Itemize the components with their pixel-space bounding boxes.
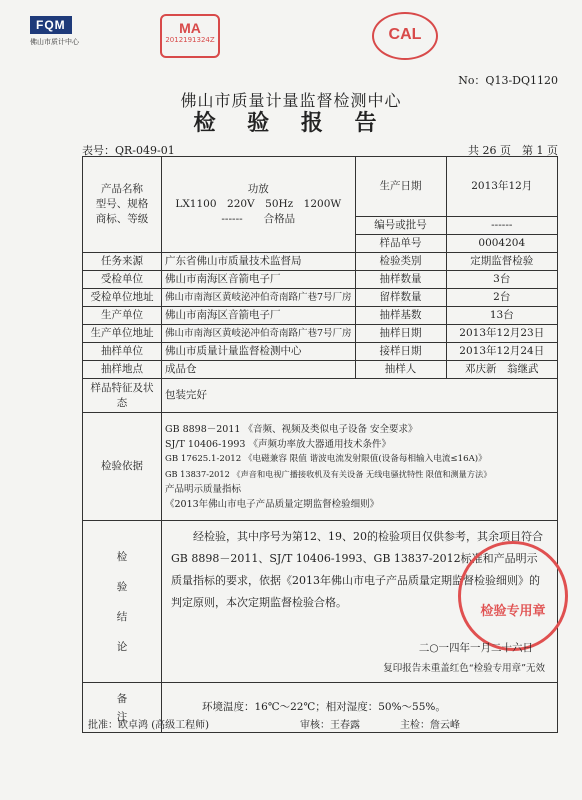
site-label: 抽样地点 (83, 361, 162, 379)
cal-seal-mark: CAL (388, 26, 422, 43)
cal-seal (372, 12, 438, 60)
cma-seal (160, 14, 220, 58)
product-brand: ------ 合格品 (221, 213, 296, 225)
report-number: No：Q13-DQ1120 (458, 74, 558, 87)
basis-cell (162, 413, 558, 521)
copy-note: 复印报告未重盖红色“检验专用章”无效 (383, 663, 545, 674)
maker-address-label: 生产单位地址 (83, 325, 162, 343)
task-source: 广东省佛山市质量技术监督局 (162, 253, 356, 271)
maker-label: 生产单位 (83, 307, 162, 325)
serial: ------ (446, 217, 557, 235)
serial-label: 编号或批号 (355, 217, 446, 235)
approver-label: 批准：欧卓鸿 (88, 720, 148, 731)
page-count: 共 26 页 第 1 页 (468, 144, 558, 157)
maker: 佛山市南海区音箭电子厂 (162, 307, 356, 325)
report-table (82, 156, 558, 733)
basis-line: SJ/T 10406-1993 《声频功率放大器通用技术条件》 (165, 438, 392, 450)
remark-label: 备注 (83, 683, 162, 733)
retain-qty-label: 留样数量 (355, 289, 446, 307)
sample-no-label: 样品单号 (355, 235, 446, 253)
address: 佛山市南海区黄岐泌冲伯奇南路广巷7号厂房 (162, 289, 356, 307)
form-number: 表号：QR-049-01 (82, 144, 175, 157)
maker-address: 佛山市南海区黄岐泌冲伯奇南路广巷7号厂房 (162, 325, 356, 343)
task-source-label: 任务来源 (83, 253, 162, 271)
site: 成品仓 (162, 361, 356, 379)
basis-line: GB 13837-2012 《声音和电视广播接收机及有关设备 无线电骚扰特性 限值和测量方法》 (165, 468, 492, 479)
conclusion-text: 经检验，其中序号为第12、19、20的检验项目仅供参考，其余项目符合GB 8898－2011、SJ/T 10406-1993、GB 13837-2012标准和产品明示质量指标的要求，依据《2013年佛山市电子产品质量定期监督检验细则》的判定原则，本次定期监督检验合格。 (171, 530, 543, 609)
approver-title: (高级工程师) (151, 720, 209, 731)
reviewer (300, 716, 360, 731)
main-inspector (400, 716, 460, 731)
sampler-label: 抽样人 (355, 361, 446, 379)
state-label: 样品特征及状态 (83, 379, 162, 413)
organization-name: 佛山市质量计量监督检测中心 (180, 91, 402, 110)
report-date: 二○一四年一月二十六日 (418, 642, 533, 654)
brand-label: 商标、等级 (95, 213, 149, 225)
test-type: 定期监督检验 (446, 253, 557, 271)
sample-date: 2013年12月23日 (446, 325, 557, 343)
basis-label: 检验依据 (83, 413, 162, 521)
prod-date: 2013年12月 (446, 157, 557, 217)
basis-line: 产品明示质量指标 (165, 483, 242, 495)
reviewer-label: 审核：王春露 (300, 720, 360, 731)
sample-state: 包装完好 (162, 379, 558, 413)
basis-line: GB 8898－2011 《音频、视频及类似电子设备 安全要求》 (165, 423, 418, 435)
remark: 环境温度：16℃～22℃；相对湿度：50%～55%。 (162, 683, 558, 733)
fqm-logo (30, 14, 82, 47)
conclusion-label: 检验结论 (83, 521, 162, 683)
report-title: 检 验 报 告 (193, 110, 389, 136)
sample-qty: 3台 (446, 271, 557, 289)
fqm-logo-subtitle: 佛山市质计中心 (30, 38, 79, 46)
sampler-unit-label: 抽样单位 (83, 343, 162, 361)
prod-date-label: 生产日期 (355, 157, 446, 217)
fqm-logo-mark: FQM (30, 16, 72, 34)
conclusion-cell (162, 521, 558, 683)
product-values-cell (162, 157, 356, 253)
inspected-label: 受检单位 (83, 271, 162, 289)
retain-qty: 2台 (446, 289, 557, 307)
product-name-label: 产品名称 (101, 183, 143, 195)
product-labels-cell (83, 157, 162, 253)
base: 13台 (446, 307, 557, 325)
recv-date-label: 接样日期 (355, 343, 446, 361)
sample-date-label: 抽样日期 (355, 325, 446, 343)
model-label: 型号、规格 (95, 198, 149, 210)
inspection-stamp: 检验专用章 (458, 541, 568, 651)
cma-seal-mark: MA (179, 20, 201, 36)
base-label: 抽样基数 (355, 307, 446, 325)
test-type-label: 检验类别 (355, 253, 446, 271)
sample-no: 0004204 (446, 235, 557, 253)
basis-line: 《2013年佛山市电子产品质量定期监督检验细则》 (165, 498, 380, 510)
inspected-unit: 佛山市南海区音箭电子厂 (162, 271, 356, 289)
approver (88, 716, 209, 731)
sampler: 邓庆新 翁继武 (446, 361, 557, 379)
product-name: 功放 (247, 183, 269, 195)
sampler-unit: 佛山市质量计量监督检测中心 (162, 343, 356, 361)
recv-date: 2013年12月24日 (446, 343, 557, 361)
basis-line: GB 17625.1-2012 《电磁兼容 限值 谐波电流发射限值(设备每相输入电流≤16A)》 (165, 453, 487, 464)
cma-seal-number: 2012191324Z (165, 36, 215, 44)
main-inspector-label: 主检：詹云峰 (400, 720, 460, 731)
sample-qty-label: 抽样数量 (355, 271, 446, 289)
product-model: LX1100 220V 50Hz 1200W (175, 198, 342, 210)
address-label: 受检单位地址 (83, 289, 162, 307)
